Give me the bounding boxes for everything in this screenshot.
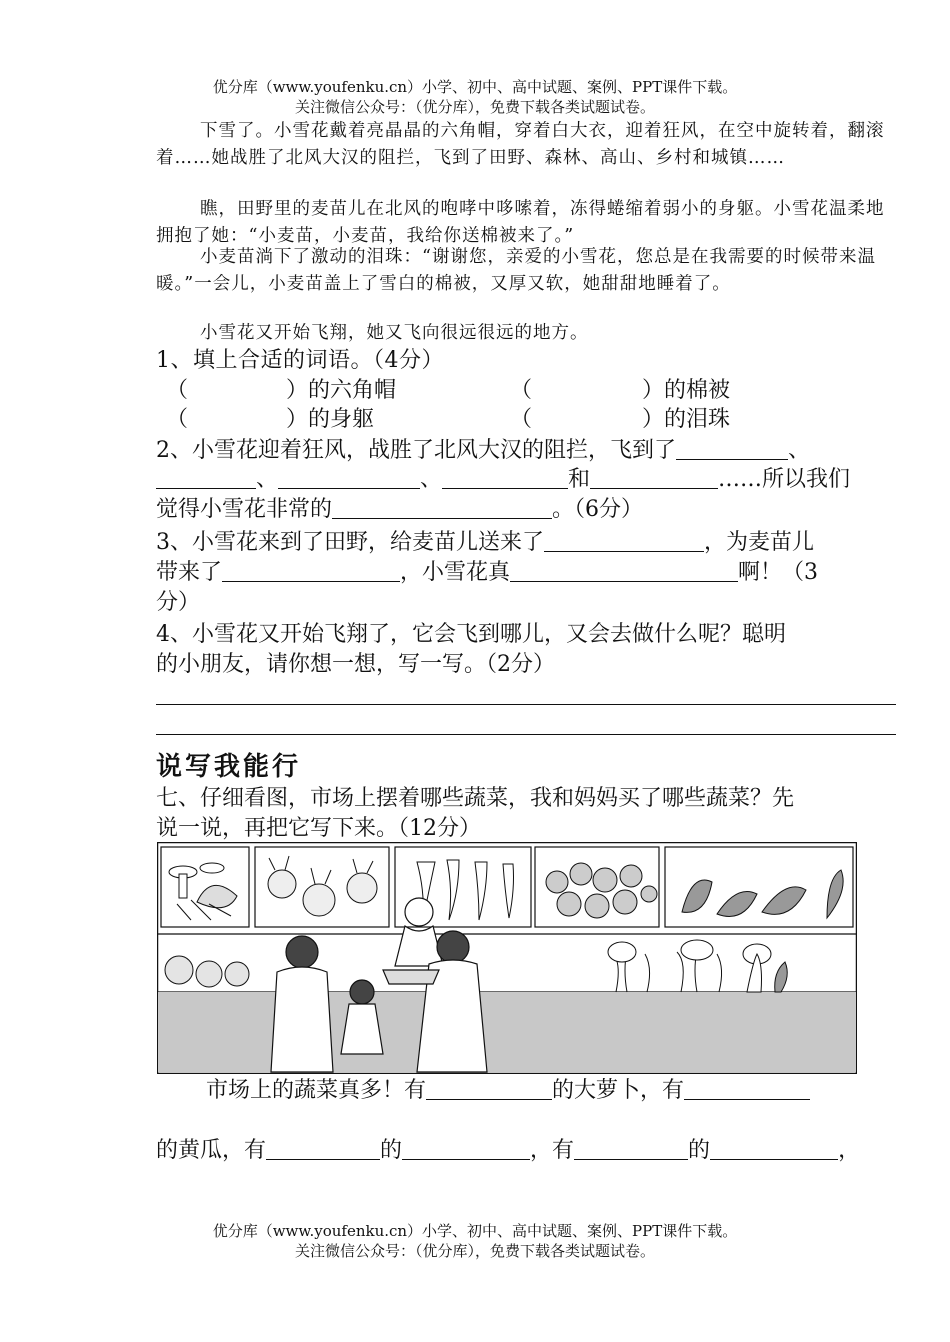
- q3-text-4: ，小雪花真: [400, 560, 511, 585]
- q3-blank-1[interactable]: [544, 529, 704, 552]
- writing-blank-6[interactable]: [710, 1137, 838, 1160]
- market-illustration: [157, 842, 857, 1074]
- q2-text-2: ……所以我们: [718, 467, 851, 492]
- question-2-line-3: [156, 495, 896, 525]
- q2-blank-1[interactable]: [676, 437, 788, 460]
- page-footer-line-2: 关注微信公众号：（优分库），免费下载各类试题试卷。: [294, 1242, 655, 1260]
- q1-item-tears[interactable]: ）的泪珠: [642, 407, 731, 432]
- paren-open: （: [166, 378, 189, 403]
- q1-item-quilt[interactable]: ）的棉被: [642, 378, 731, 403]
- writing-text-6: 的: [688, 1138, 711, 1163]
- q2-text-4: 。（6分）: [552, 497, 644, 522]
- writing-text-2: 的大萝卜，有: [552, 1078, 685, 1103]
- writing-blank-2[interactable]: [684, 1077, 810, 1100]
- q2-text-3: 觉得小雪花非常的: [156, 497, 333, 522]
- q2-blank-3[interactable]: [278, 466, 420, 489]
- question-7-line-1: 七、仔细看图，市场上摆着哪些蔬菜，我和妈妈买了哪些蔬菜？先: [156, 786, 795, 811]
- question-2-line-2: [156, 465, 896, 495]
- q2-sep-4: 和: [568, 467, 591, 492]
- passage-paragraph-1: 下雪了。小雪花戴着亮晶晶的六角帽，穿着白大衣，迎着狂风，在空中旋转着，翻滚着……她战胜了北风大汉的阻拦，飞到了田野、森林、高山、乡村和城镇……: [156, 121, 885, 168]
- writing-blank-4[interactable]: [402, 1137, 530, 1160]
- writing-blank-3[interactable]: [266, 1137, 380, 1160]
- q3-text-2: ，为麦苗儿: [704, 530, 815, 555]
- passage-paragraph-4: 小雪花又开始飞翔，她又飞向很远很远的地方。: [200, 323, 589, 343]
- writing-blank-1[interactable]: [426, 1077, 552, 1100]
- paren-open: （: [166, 407, 189, 432]
- writing-blank-5[interactable]: [574, 1137, 688, 1160]
- writing-text-5: ，有: [530, 1138, 575, 1163]
- q2-sep-3: 、: [420, 467, 443, 492]
- q2-blank-2[interactable]: [156, 466, 256, 489]
- q2-blank-4[interactable]: [442, 466, 568, 489]
- question-2-line-1: [156, 436, 896, 466]
- question-4-line-1: 4、小雪花又开始飞翔了，它会飞到哪儿，又会去做什么呢？聪明: [156, 622, 786, 647]
- question-4-line-2: 的小朋友，请你想一想，写一写。（2分）: [156, 652, 555, 677]
- q3-blank-3[interactable]: [510, 559, 738, 582]
- section-title: 说写我能行: [156, 752, 302, 782]
- writing-text-3: 的黄瓜，有: [156, 1138, 267, 1163]
- passage-paragraph-3: 小麦苗淌下了激动的泪珠：“谢谢您，亲爱的小雪花，您总是在我需要的时候带来温暖。”一会儿，小麦苗盖上了雪白的棉被，又厚又软，她甜甜地睡着了。: [156, 247, 876, 294]
- paren-open: （: [510, 378, 533, 403]
- question-1-row-2: [156, 405, 896, 435]
- q3-blank-2[interactable]: [222, 559, 400, 582]
- passage-paragraph-2: 瞧，田野里的麦苗儿在北风的咆哮中哆嗦着，冻得蜷缩着弱小的身躯。小雪花温柔地拥抱了她：“小麦苗，小麦苗，我给你送棉被来了。”: [156, 199, 885, 246]
- page-footer-line-1: 优分库（www.youfenku.cn）小学、初中、高中试题、案例、PPT课件下载。: [212, 1222, 738, 1240]
- question-1-title: 1、填上合适的词语。（4分）: [156, 348, 444, 373]
- writing-line-2: [156, 1136, 896, 1166]
- writing-text-7: ，: [838, 1138, 861, 1163]
- q2-blank-6[interactable]: [332, 496, 552, 519]
- question-1-row-1: [156, 376, 896, 406]
- writing-text-1: 市场上的蔬菜真多！有: [206, 1078, 427, 1103]
- writing-text-4: 的: [380, 1138, 403, 1163]
- page-header-line-1: 优分库（www.youfenku.cn）小学、初中、高中试题、案例、PPT课件下载。: [212, 78, 738, 96]
- q1-item-hexagon-hat[interactable]: ）的六角帽: [286, 378, 397, 403]
- q2-sep-2: 、: [256, 467, 279, 492]
- page-header-line-2: 关注微信公众号：（优分库），免费下载各类试题试卷。: [294, 98, 655, 116]
- writing-line-1: [156, 1076, 896, 1106]
- q3-text-5: 啊！（3: [738, 560, 819, 585]
- q2-blank-5[interactable]: [590, 466, 718, 489]
- question-3-line-3: 分）: [156, 590, 201, 615]
- paren-open: （: [510, 407, 533, 432]
- q2-sep-1: 、: [788, 438, 811, 463]
- q1-item-body[interactable]: ）的身躯: [286, 407, 375, 432]
- q2-text-1: 2、小雪花迎着狂风，战胜了北风大汉的阻拦，飞到了: [156, 438, 676, 463]
- answer-line-2[interactable]: [156, 734, 896, 735]
- q3-text-1: 3、小雪花来到了田野，给麦苗儿送来了: [156, 530, 544, 555]
- question-3-line-2: [156, 558, 896, 588]
- question-3-line-1: [156, 528, 896, 558]
- answer-line-1[interactable]: [156, 704, 896, 705]
- question-7-line-2: 说一说，再把它写下来。（12分）: [156, 816, 481, 841]
- q3-text-3: 带来了: [156, 560, 223, 585]
